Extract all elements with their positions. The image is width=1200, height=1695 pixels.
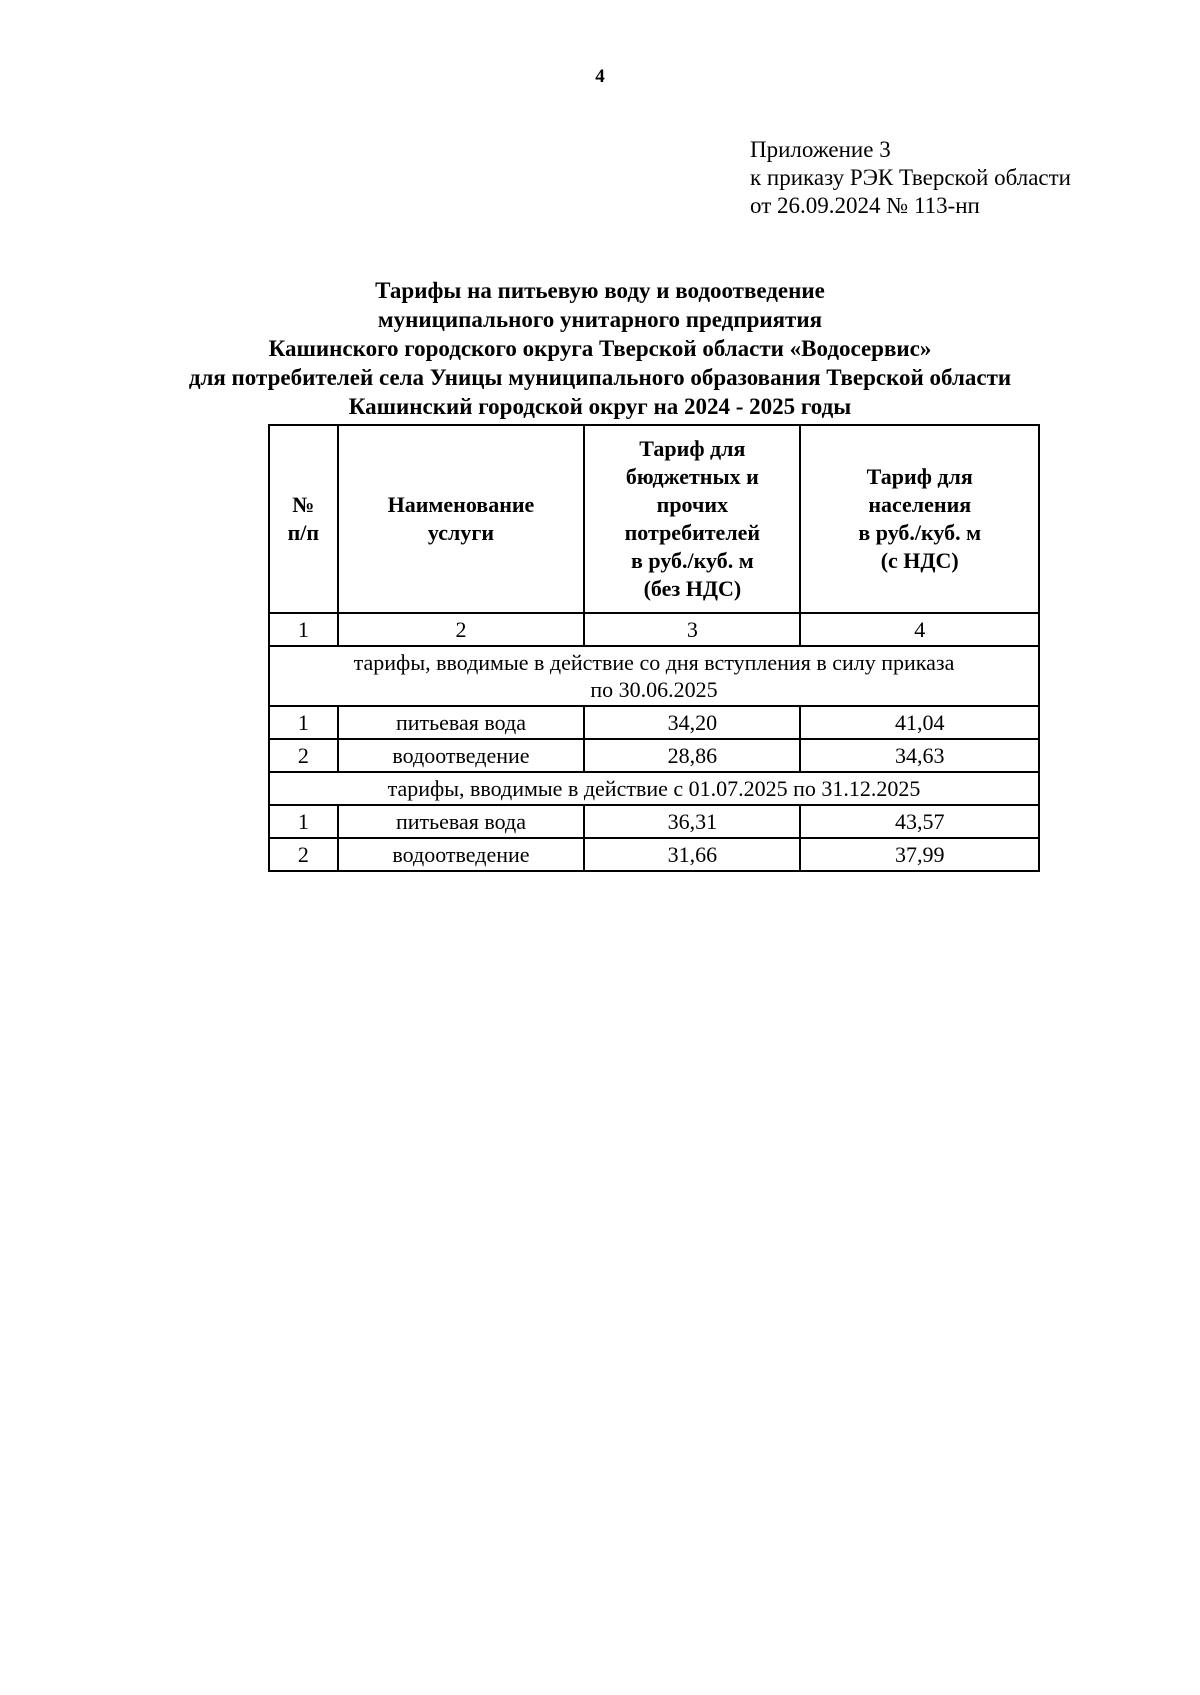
row-num: 2	[269, 838, 338, 871]
row-population-tariff: 34,63	[800, 739, 1039, 772]
row-service: водоотведение	[338, 739, 585, 772]
row-population-tariff: 37,99	[800, 838, 1039, 871]
appendix-line-2: к приказу РЭК Тверской области	[750, 165, 1071, 190]
title-line-3: Кашинского городского округа Тверской области «Водосервис»	[268, 336, 932, 361]
title-line-5: Кашинский городской округ на 2024 - 2025 годы	[348, 394, 852, 419]
row-budget-tariff: 28,86	[584, 739, 800, 772]
row-population-tariff: 41,04	[800, 706, 1039, 739]
table-header-row	[269, 425, 1039, 613]
column-number-row	[269, 613, 1039, 646]
tariff-table	[268, 424, 1040, 872]
header-budget-tariff: Тариф для бюджетных и прочих потребителей в руб./куб. м (без НДС)	[584, 425, 800, 613]
period-row-1	[269, 646, 1039, 706]
row-budget-tariff: 31,66	[584, 838, 800, 871]
column-number: 4	[800, 613, 1039, 646]
row-num: 2	[269, 739, 338, 772]
column-number: 2	[338, 613, 585, 646]
header-service: Наименование услуги	[338, 425, 585, 613]
appendix-line-1: Приложение 3	[750, 137, 891, 162]
table-row	[269, 838, 1039, 871]
row-service: питьевая вода	[338, 706, 585, 739]
row-num: 1	[269, 805, 338, 838]
page-number: 4	[595, 66, 605, 87]
period-label: тарифы, вводимые в действие со дня вступления в силу приказа по 30.06.2025	[269, 646, 1039, 706]
row-budget-tariff: 34,20	[584, 706, 800, 739]
table-row	[269, 805, 1039, 838]
appendix-reference	[750, 136, 1071, 220]
row-service: водоотведение	[338, 838, 585, 871]
row-budget-tariff: 36,31	[584, 805, 800, 838]
document-title	[0, 276, 1200, 421]
column-number: 1	[269, 613, 338, 646]
row-population-tariff: 43,57	[800, 805, 1039, 838]
row-num: 1	[269, 706, 338, 739]
table-row	[269, 706, 1039, 739]
table-row	[269, 739, 1039, 772]
title-line-2: муниципального унитарного предприятия	[377, 307, 823, 332]
title-line-4: для потребителей села Уницы муниципального образования Тверской области	[188, 365, 1012, 390]
period-row-2	[269, 772, 1039, 805]
row-service: питьевая вода	[338, 805, 585, 838]
appendix-line-3: от 26.09.2024 № 113-нп	[750, 193, 980, 218]
period-label: тарифы, вводимые в действие с 01.07.2025 по 31.12.2025	[269, 772, 1039, 805]
title-line-1: Тарифы на питьевую воду и водоотведение	[375, 278, 825, 303]
header-num: № п/п	[269, 425, 338, 613]
column-number: 3	[584, 613, 800, 646]
header-population-tariff: Тариф для населения в руб./куб. м (с НДС)	[800, 425, 1039, 613]
